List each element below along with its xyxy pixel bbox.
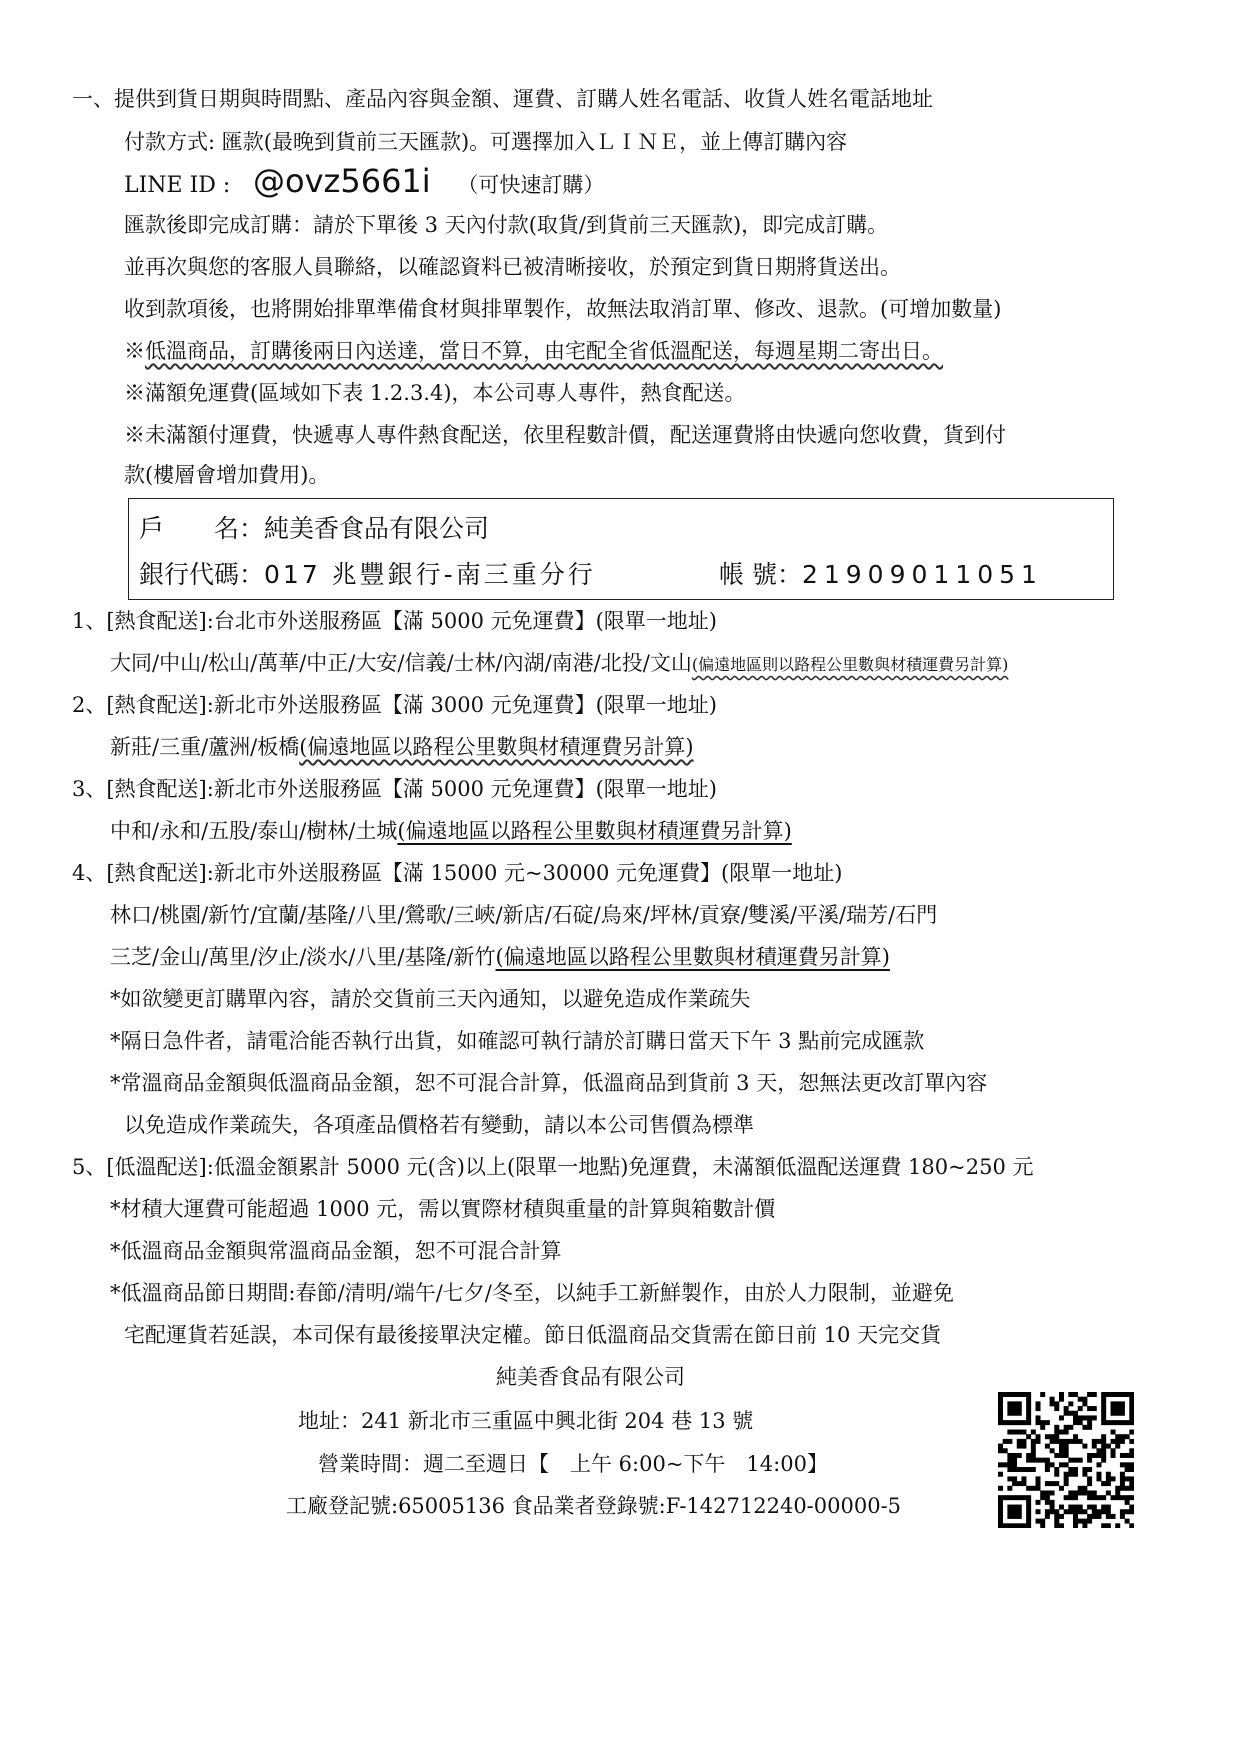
bank-info-box — [128, 498, 1114, 600]
zone-2-remote-note: (偏遠地區以路程公里數與材積運費另計算) — [299, 735, 694, 759]
zone-4-remote-note: (偏遠地區以路程公里數與材積運費另計算) — [495, 945, 890, 969]
cold-delivery-text: 低溫商品，訂購後兩日內送達，當日不算，由宅配全省低溫配送，每週星期二寄出日。 — [145, 339, 943, 363]
zone-2-area-list: 新莊/三重/蘆洲/板橋 — [110, 735, 300, 759]
zone-1-title: 1、[熱食配送]:台北市外送服務區【滿 5000 元免運費】(限單一地址) — [72, 609, 717, 633]
footer-address: 地址：241 新北市三重區中興北街 204 巷 13 號 — [298, 1409, 754, 1433]
intro-line-4: 匯款後即完成訂購：請於下單後 3 天內付款(取貨/到貨前三天匯款)，即完成訂購。 — [124, 213, 889, 237]
zone-2-areas — [110, 732, 694, 762]
order-change-note: *如欲變更訂購單內容，請於交貨前三天內通知，以避免造成作業疏失 — [110, 987, 751, 1011]
account-name-row — [139, 509, 489, 545]
line-id-row — [124, 162, 605, 201]
cold-delivery-note — [124, 336, 943, 366]
footer-registration: 工廠登記號:65005136 食品業者登錄號:F-142712240-00000-5 — [286, 1494, 902, 1518]
zone-3-remote-note: (偏遠地區以路程公里數與材積運費另計算) — [397, 819, 792, 843]
qr-code-graphic — [998, 1392, 1134, 1528]
holiday-note-2: 宅配運貨若延誤，本司保有最後接單決定權。節日低溫商品交貨需在節日前 10 天完交貨 — [124, 1323, 942, 1347]
bank-code: 017 兆豐銀行-南三重分行 — [264, 560, 596, 589]
cold-mixed-note: *低溫商品金額與常溫商品金額，恕不可混合計算 — [110, 1239, 562, 1263]
zone-1-area-list: 大同/中山/松山/萬華/中正/大安/信義/士林/內湖/南港/北投/文山 — [110, 651, 692, 675]
zone-1-remote-note: (偏遠地區則以路程公里數與材積運費另計算) — [691, 655, 1009, 674]
zone-5-title: 5、[低溫配送]:低溫金額累計 5000 元(含)以上(限單一地點)免運費，未滿額低溫配送運費 180~250 元 — [72, 1155, 1034, 1179]
paid-shipping-note-b: 款(樓層會增加費用)。 — [124, 463, 330, 487]
account-number-label: 帳 號： — [719, 560, 802, 589]
line-qr-code[interactable] — [998, 1392, 1134, 1532]
volume-fee-note: *材積大運費可能超過 1000 元，需以實際材積與重量的計算與箱數計價 — [110, 1197, 776, 1221]
zone-3-areas — [110, 816, 792, 846]
bank-code-label: 銀行代碼： — [139, 560, 265, 589]
footer-hours: 營業時間：週二至週日【 上午 6:00~下午 14:00】 — [318, 1452, 828, 1476]
bank-code-row — [139, 555, 596, 591]
paid-shipping-note-a: ※未滿額付運費，快遞專人專件熱食配送，依里程數計價，配送運費將由快遞向您收費，貨到付 — [124, 423, 1006, 447]
zone-1-areas — [110, 648, 1008, 680]
account-name-label: 戶 名： — [139, 514, 265, 543]
footer-company: 純美香食品有限公司 — [496, 1365, 685, 1389]
intro-line-5: 並再次與您的客服人員聯絡，以確認資料已被清晰接收，於預定到貨日期將貨送出。 — [124, 255, 901, 279]
zone-3-area-list: 中和/永和/五股/泰山/樹林/土城 — [110, 819, 398, 843]
price-note: 以免造成作業疏失，各項產品價格若有變動，請以本公司售價為標準 — [124, 1113, 754, 1137]
zone-4-title: 4、[熱食配送]:新北市外送服務區【滿 15000 元~30000 元免運費】(限單一地址) — [72, 861, 843, 885]
mixed-calc-note: *常溫商品金額與低溫商品金額，恕不可混合計算，低溫商品到貨前 3 天，恕無法更改訂單內容 — [110, 1071, 988, 1095]
line-id-note: （可快速訂購） — [457, 173, 605, 197]
zone-4-area-list-2: 三芝/金山/萬里/汐止/淡水/八里/基隆/新竹 — [110, 945, 496, 969]
payment-method: 付款方式: 匯款(最晚到貨前三天匯款)。可選擇加入ＬＩＮＥ，並上傳訂購內容 — [124, 130, 848, 154]
account-number-row — [719, 555, 1043, 591]
free-shipping-note: ※滿額免運費(區域如下表 1.2.3.4)，本公司專人專件，熱食配送。 — [124, 381, 746, 405]
account-number: 21909011051 — [801, 560, 1043, 589]
zone-4-areas-1: 林口/桃園/新竹/宜蘭/基隆/八里/鶯歌/三峽/新店/石碇/烏來/坪林/貢寮/雙溪/平溪/瑞芳/石門 — [110, 903, 938, 927]
zone-4-areas-2 — [110, 942, 890, 972]
zone-3-title: 3、[熱食配送]:新北市外送服務區【滿 5000 元免運費】(限單一地址) — [72, 777, 717, 801]
holiday-note-1: *低溫商品節日期間:春節/清明/端午/七夕/冬至，以純手工新鮮製作，由於人力限制，並避免 — [110, 1281, 954, 1305]
urgent-order-note: *隔日急件者，請電洽能否執行出貨，如確認可執行請於訂購日當天下午 3 點前完成匯款 — [110, 1029, 925, 1053]
account-name: 純美香食品有限公司 — [264, 514, 490, 543]
zone-2-title: 2、[熱食配送]:新北市外送服務區【滿 3000 元免運費】(限單一地址) — [72, 693, 717, 717]
line-id-label: LINE ID : — [124, 173, 231, 198]
intro-line-6: 收到款項後，也將開始排單準備食材與排單製作，故無法取消訂單、修改、退款。(可增加數量) — [124, 297, 1002, 321]
note-mark: ※ — [124, 339, 145, 363]
line-id-handle: @ovz5661i — [253, 162, 431, 200]
intro-line-1: 一、提供到貨日期與時間點、產品內容與金額、運費、訂購人姓名電話、收貨人姓名電話地址 — [72, 87, 933, 111]
